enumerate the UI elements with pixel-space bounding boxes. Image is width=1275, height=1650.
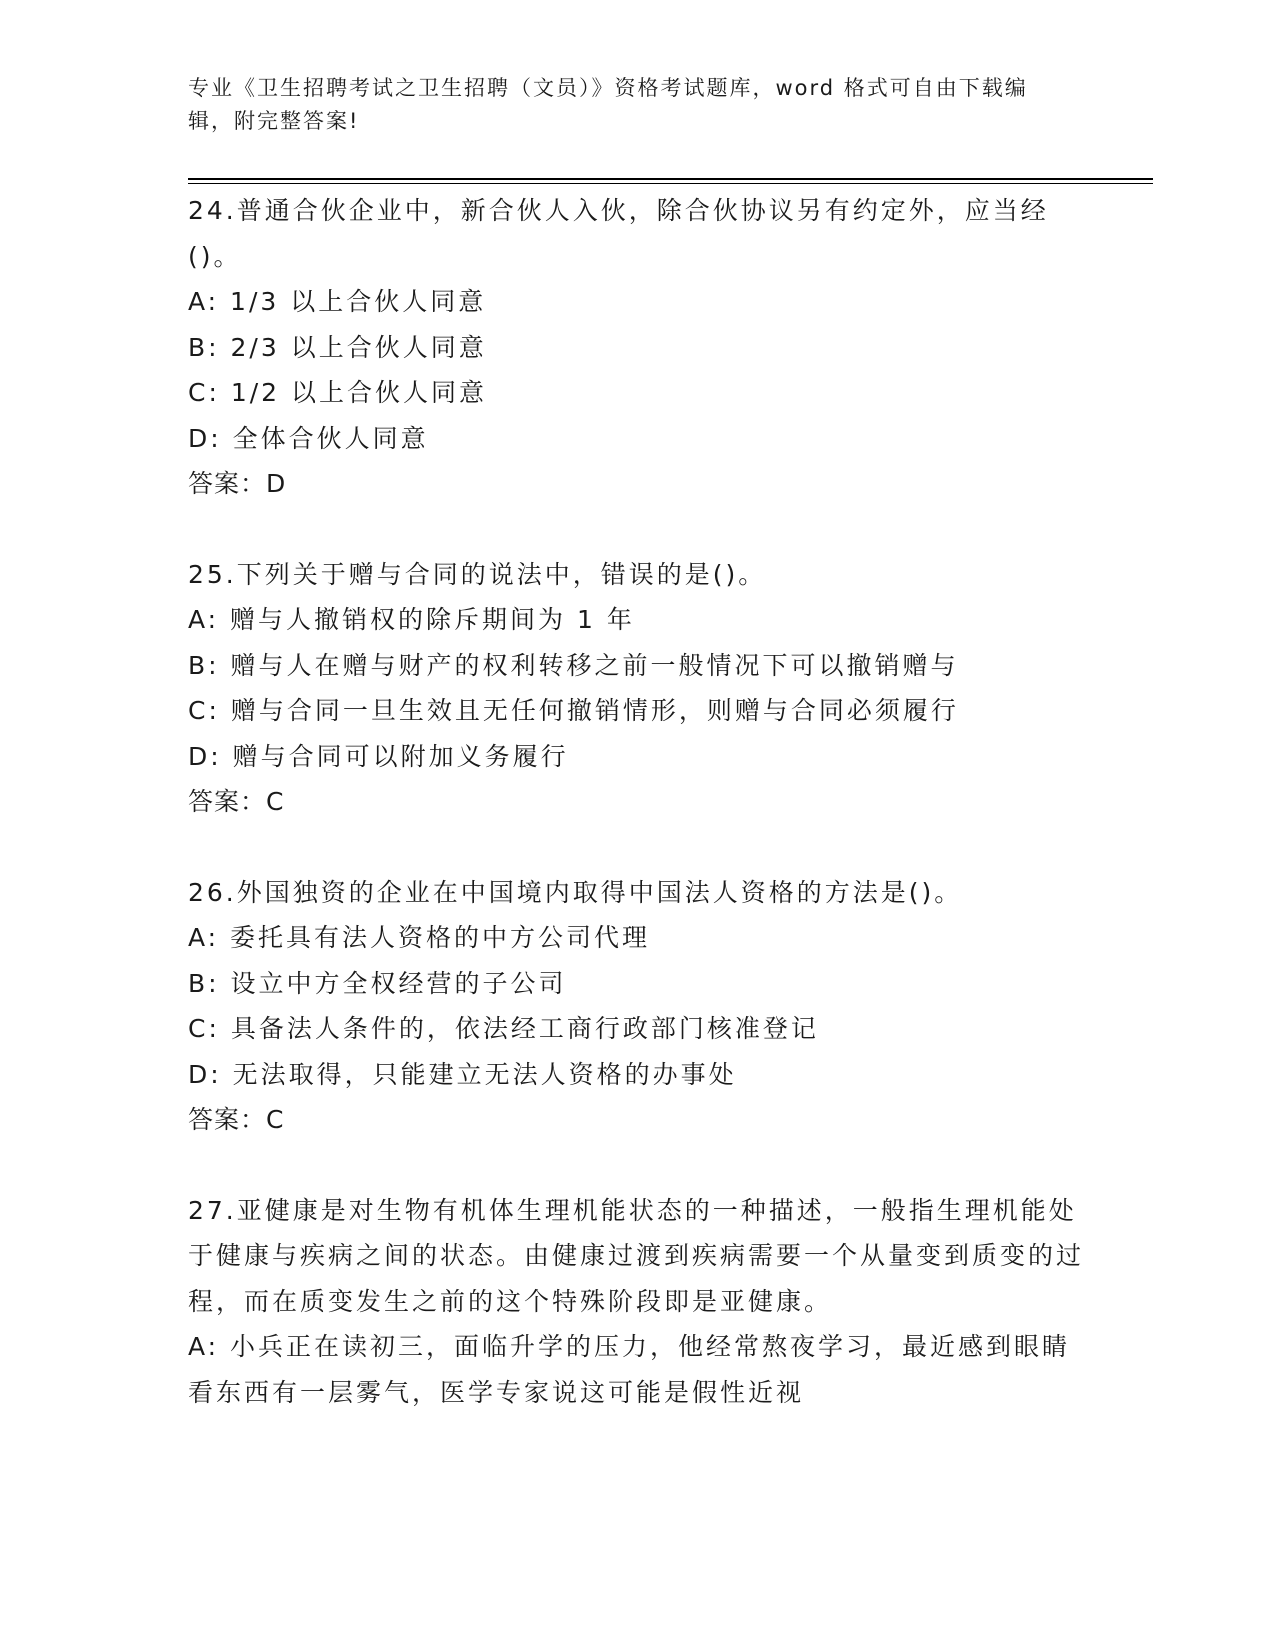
option-d: D: 赠与合同可以附加义务履行	[188, 741, 569, 771]
header-intro-text: 专业《卫生招聘考试之卫生招聘（文员）》资格考试题库，word 格式可自由下载编辑，附完整答案!	[188, 76, 1028, 133]
option-d: D: 无法取得，只能建立无法人资格的办事处	[188, 1059, 737, 1089]
header-divider-thin	[188, 183, 1153, 184]
question-list	[188, 188, 1088, 1460]
document-header	[188, 72, 1068, 138]
answer-label: 答案：C	[188, 787, 285, 816]
question-24	[188, 188, 1088, 507]
option-b: B: 赠与人在赠与财产的权利转移之前一般情况下可以撤销赠与	[188, 650, 959, 680]
answer-label: 答案：C	[188, 1105, 285, 1134]
option-b: B: 设立中方全权经营的子公司	[188, 968, 567, 998]
header-divider-thick	[188, 178, 1153, 180]
question-stem: 24.普通合伙企业中，新合伙人入伙，除合伙协议另有约定外，应当经()。	[188, 196, 1049, 271]
question-25	[188, 552, 1088, 825]
option-c: C: 1/2 以上合伙人同意	[188, 378, 488, 407]
answer-label: 答案：D	[188, 469, 287, 498]
option-b: B: 2/3 以上合伙人同意	[188, 332, 487, 362]
option-d: D: 全体合伙人同意	[188, 423, 429, 453]
question-stem: 25.下列关于赠与合同的说法中，错误的是()。	[188, 559, 767, 589]
question-stem: 26.外国独资的企业在中国境内取得中国法人资格的方法是()。	[188, 877, 963, 907]
question-26	[188, 870, 1088, 1143]
question-27	[188, 1188, 1088, 1416]
option-a: A: 委托具有法人资格的中方公司代理	[188, 923, 651, 952]
option-a: A: 小兵正在读初三，面临升学的压力，他经常熬夜学习，最近感到眼睛看东西有一层雾气，医学专家说这可能是假性近视	[188, 1332, 1071, 1407]
option-c: C: 赠与合同一旦生效且无任何撤销情形，则赠与合同必须履行	[188, 696, 959, 725]
option-c: C: 具备法人条件的，依法经工商行政部门核准登记	[188, 1014, 819, 1043]
option-a: A: 赠与人撤销权的除斥期间为 1 年	[188, 605, 635, 634]
question-stem: 27.亚健康是对生物有机体生理机能状态的一种描述，一般指生理机能处于健康与疾病之间的状态。由健康过渡到疾病需要一个从量变到质变的过程，而在质变发生之前的这个特殊阶段即是亚健康。	[188, 1195, 1085, 1316]
option-a: A: 1/3 以上合伙人同意	[188, 287, 487, 316]
